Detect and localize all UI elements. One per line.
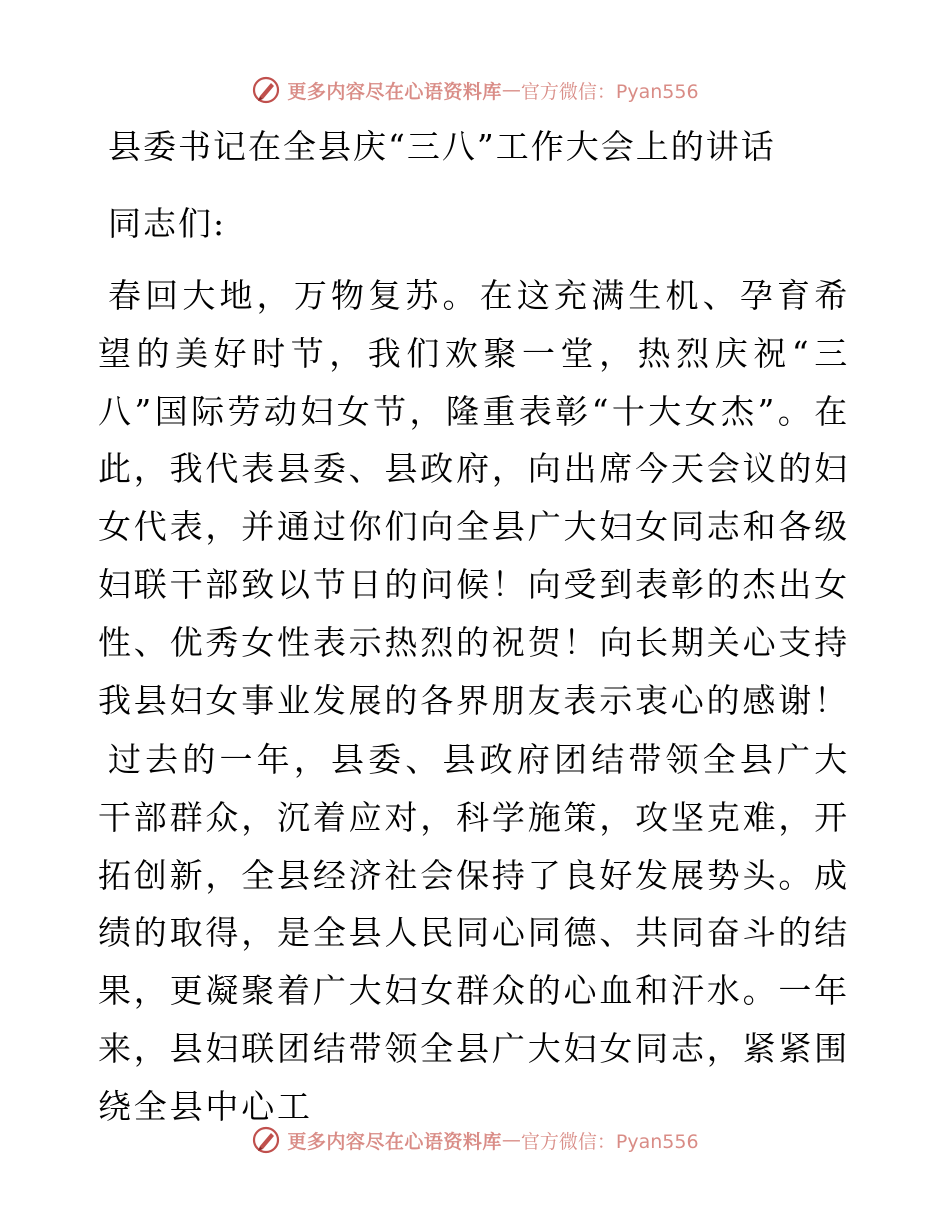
pen-logo-icon bbox=[251, 75, 281, 105]
watermark-separator: — bbox=[501, 79, 521, 101]
watermark-text: 更多内容尽在心语资料库 bbox=[287, 80, 502, 103]
watermark-wechat: 官方微信：Pyan556 bbox=[520, 1130, 699, 1153]
paragraph-1: 春回大地，万物复苏。在这充满生机、孕育希望的美好时节，我们欢聚一堂，热烈庆祝“三八”国际劳动妇女节，隆重表彰“十大女杰”。在此，我代表县委、县政府，向出席今天会议的妇女代表，并通过你们向全县广大妇女同志和各级妇联干部致以节日的问候！向受到表彰的杰出女性、优秀女性表示热烈的祝贺！向长期关心支持我县妇女事业发展的各界朋友表示衷心的感谢！ bbox=[98, 276, 850, 720]
watermark-wechat: 官方微信：Pyan556 bbox=[520, 80, 699, 103]
salutation: 同志们: bbox=[108, 204, 227, 243]
watermark-text: 更多内容尽在心语资料库 bbox=[287, 1130, 502, 1153]
watermark-footer bbox=[0, 1120, 950, 1160]
paragraph-2: 过去的一年，县委、县政府团结带领全县广大干部群众，沉着应对，科学施策，攻坚克难，开拓创新，全县经济社会保持了良好发展势头。成绩的取得，是全县人民同心同德、共同奋斗的结果，更凝聚着广大妇女群众的心血和汗水。一年来，县妇联团结带领全县广大妇女同志，紧紧围绕全县中心工 bbox=[98, 740, 850, 1126]
watermark-header bbox=[0, 70, 950, 110]
document-title: 县委书记在全县庆“三八”工作大会上的讲话 bbox=[108, 127, 776, 166]
watermark-separator: — bbox=[501, 1129, 521, 1151]
pen-logo-icon bbox=[251, 1125, 281, 1155]
